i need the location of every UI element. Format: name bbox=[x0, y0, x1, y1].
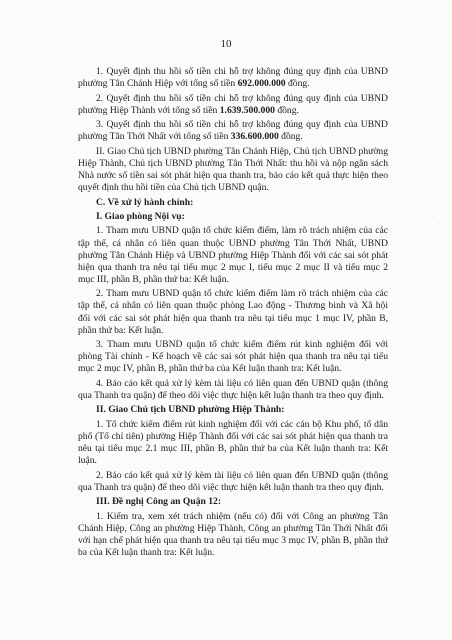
paragraph-hiep-thanh-1: 1. Tổ chức kiểm điểm rút kinh nghiệm đối với các cán bộ Khu phố, tổ dân phố (Tổ chỉ tiên) phường Hiệp Thành đối với các sai sót phát hiện qua thanh tra nêu tại tiểu mục 2.1 mục III, phần B, phần thứ ba của Kết luận thanh tra: Kết luận. bbox=[78, 418, 388, 467]
paragraph-home-affairs-4: 4. Báo cáo kết quả xử lý kèm tài liệu có liên quan đến UBND quận (thông qua Thanh tra quận) để theo dõi việc thực hiện kết luận thanh tra theo quy định. bbox=[78, 377, 388, 401]
scan-speck: · bbox=[26, 540, 29, 548]
paragraph-home-affairs-3: 3. Tham mưu UBND quận tổ chức kiểm điểm rút kinh nghiệm đối với phòng Tài chính - Kế hoạch về các sai sót phát hiện qua thanh tra nêu tại tiểu mục 2 mục IV, phần B, phần thứ ba của Kết luận thanh tra: Kết luận. bbox=[78, 339, 388, 375]
paragraph-home-affairs-1: 1. Tham mưu UBND quận tổ chức kiểm điểm, làm rõ trách nhiệm của các tập thể, cá nhân có liên quan thuộc UBND phường Tân Thới Nhất, UBND phường Tân Chánh Hiệp và UBND phường Hiệp Thành đối với các sai sót phát hiện qua thanh tra nêu tại tiểu mục 2 mục I, tiểu mục 2 mục II và tiểu mục 2 mục III, phần B, phần thứ ba: Kết luận. bbox=[78, 225, 388, 285]
paragraph-assign-chairmen: II. Giao Chủ tịch UBND phường Tân Chánh Hiệp, Chủ tịch UBND phường Hiệp Thành, Chủ tịch UBND phường Tân Thới Nhất: thu hồi và nộp ngân sách Nhà nước số tiền sai sót phát hiện qua thanh tra, báo cáo kết quả thực hiện theo quyết định thu hồi tiền của Chủ tịch UBND quận. bbox=[78, 145, 388, 194]
paragraph-police-1: 1. Kiểm tra, xem xét trách nhiệm (nếu có) đối với Công an phường Tân Chánh Hiệp, Công an phường Hiệp Thành, Công an phường Tân Thới Nhất đối với hạn chế phát hiện qua thanh tra nêu tại tiểu mục 3 mục IV, phần B, phần thứ ba của Kết luận thanh tra: Kết luận. bbox=[78, 510, 388, 558]
paragraph-recover-hiep-thanh: 2. Quyết định thu hồi số tiền chi hỗ trợ không đúng quy định của UBND phường Hiệp Thành với tổng số tiền 1.639.500.000 đồng. bbox=[78, 92, 388, 116]
scan-speck: · bbox=[428, 180, 431, 188]
heading-home-affairs: I. Giao phòng Nội vụ: bbox=[96, 210, 185, 222]
page-number: 10 bbox=[220, 38, 232, 50]
heading-administrative: C. Về xử lý hành chính: bbox=[96, 196, 194, 208]
paragraph-recover-tan-chanh-hiep: 1. Quyết định thu hồi số tiền chi hỗ trợ không đúng quy định của UBND phường Tân Chánh Hiệp với tổng số tiền 692.000.000 đồng. bbox=[78, 66, 388, 90]
heading-police: III. Đề nghị Công an Quận 12: bbox=[96, 496, 222, 508]
paragraph-home-affairs-2: 2. Tham mưu UBND quận tổ chức kiểm điểm làm rõ trách nhiệm của các tập thể, cá nhân có liên quan thuộc phòng Lao động - Thương binh và Xã hội đối với các sai sót phát hiện qua thanh tra nêu tại tiểu mục 1 mục IV, phần B, phần thứ ba: Kết luận. bbox=[78, 288, 388, 336]
paragraph-hiep-thanh-2: 2. Báo cáo kết quả xử lý kèm tài liệu có liên quan đến UBND quận (thông qua Thanh tra quận) để theo dõi việc thực hiện kết luận thanh tra theo quy định. bbox=[78, 469, 388, 493]
heading-hiep-thanh: II. Giao Chủ tịch UBND phường Hiệp Thành: bbox=[96, 404, 285, 416]
paragraph-recover-tan-thoi-nhat: 3. Quyết định thu hồi số tiền chi hỗ trợ không đúng quy định của UBND phường Tân Thới Nhất với tổng số tiền 336.600.000 đồng. bbox=[78, 119, 388, 143]
document-body bbox=[78, 66, 388, 561]
scan-speck: · bbox=[432, 214, 435, 222]
